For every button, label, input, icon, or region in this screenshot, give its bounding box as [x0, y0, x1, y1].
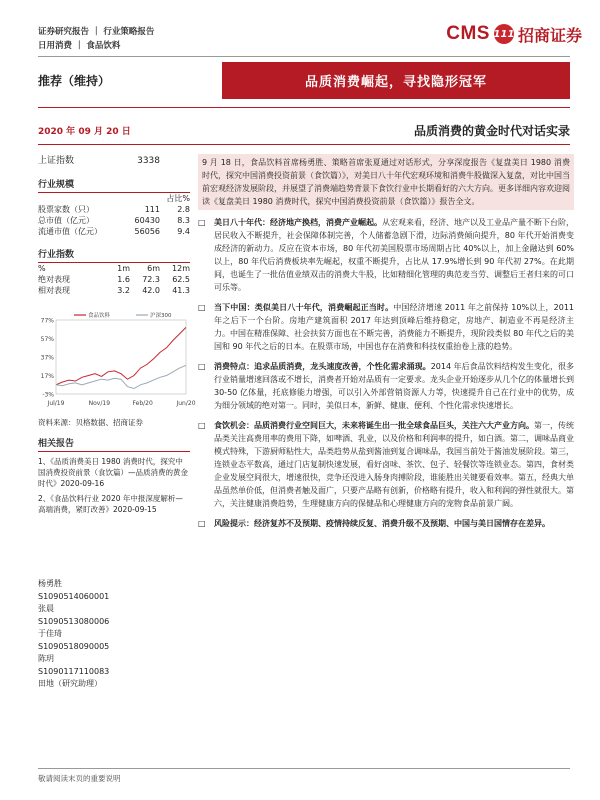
y-tick-label: 57% [40, 336, 54, 343]
bullet-item [198, 301, 574, 353]
logo-en: CMS [446, 23, 490, 44]
banner-title: 品质消费崛起，寻找隐形冠军 [222, 62, 570, 99]
x-tick-label: Feb/20 [132, 400, 153, 407]
analyst-list [38, 578, 190, 691]
analyst-name: 杨勇胜 [38, 579, 62, 588]
title-divider [38, 107, 570, 108]
bullet-body [214, 301, 574, 353]
scale-title: 行业规模 [38, 177, 190, 193]
chart-source: 资料来源：贝格数据、招商证券 [38, 418, 143, 427]
scale-header: 占比% [166, 194, 190, 203]
related-report: 1、《品质消费美日 1980 消费时代，探究中国消费投资前景（食饮篇）—品质消费的黄金时代》2020-09-16 [38, 457, 188, 488]
report-date: 2020 年 09 月 20 日 [38, 127, 131, 137]
bullet-title: 当下中国：类似美日八十年代，消费崛起正当时。 [214, 303, 394, 312]
perf-cell: 1.6 [117, 275, 130, 284]
analyst-name: 于佳琦 [38, 629, 62, 638]
bullet-square-icon: □ [198, 303, 206, 312]
bullet-title: 消费特点：追求品质消费，龙头速度改善，个性化需求涌现。 [214, 362, 431, 371]
analyst-id: S1090513080006 [38, 616, 110, 626]
legend-label: 食品饮料 [88, 313, 111, 319]
perf-cell: 72.3 [142, 275, 160, 284]
perf-col-header: 1m [117, 264, 130, 273]
bullet-text: 2014 年后食品饮料结构发生变化，很多行业销量增速回落或不增长，消费者开始对品质有一定要求。龙头企业开始逐步从几个亿的体量增长到 30-50 亿体量，托底修能力增强，可以引入外部营销资源人力等，快速提升自己在行业中的优势，成为细分领域的绝对第一。同时，美似日本，新鲜、健康、便利、个性化需求快速增长。 [214, 362, 574, 410]
logo-cn: 招商证券 [517, 25, 582, 45]
perf-cell: 42.0 [142, 286, 160, 295]
analyst-id: S1090117110083 [38, 666, 110, 676]
report-sector: 日用消费 ｜ 食品饮料 [38, 41, 121, 51]
bullet-item [198, 216, 574, 294]
y-tick-label: 17% [40, 373, 54, 380]
x-tick-label: Nov/19 [88, 400, 111, 407]
series-line [56, 365, 186, 388]
bullet-square-icon: □ [198, 362, 206, 371]
perf-row [38, 285, 190, 296]
footer-note: 敬请阅读末页的重要说明 [38, 774, 121, 783]
intro-paragraph: 9 月 18 日，食品饮料首席杨勇胜、策略首席张夏通过对话形式，分享深度报告《复盘美日 1980 消费时代，探究中国消费投资前景（食饮篇）》，对美日八十年代宏观环境和消费牛股做深入复盘，对比中国当前宏观经济发展阶段，并展望了消费端趋势背景下食饮行业中长期看好的六大方向。更多详细内容欢迎阅读《复盘美日 1980 消费时代，探究中国消费投资前景（食饮篇）》报告全文。 [198, 154, 574, 210]
scale-label: 总市值（亿元） [38, 216, 94, 225]
bullet-title: 美日八十年代：经济地产换档，消费产业崛起。 [214, 218, 382, 227]
related-reports [38, 456, 190, 515]
analyst-id: S1090518090005 [38, 641, 110, 651]
bullet-item [198, 419, 574, 510]
footer-divider [38, 768, 570, 769]
y-tick-label: -3% [42, 391, 54, 399]
bullet-body [214, 360, 574, 412]
perf-col-header: 12m [172, 264, 190, 273]
x-tick-label: Jul/19 [47, 400, 65, 407]
bullet-body [214, 517, 550, 530]
bullet-text: 第一，传统品类关注高费用率的费用下降，如啤酒、乳业，以及价格和利润率的提升，如白酒。第二，调味品商业模式特殊，下游厨师粘性大，品类趋势从盐到酱油到复合调味品，我国当前处于酱油发展阶段。第三，连锁业态平数高，通过门店复制快速发展，看好卤味、茶饮、包子、轻餐饮等连锁业态。第四，食材类企业发展空间很大，增速很快，竞争还没进入肠身肉搏阶段，谁能胜出关键要看效率。第五，经典大单品虽然单价低，但消费者触及面广，只要产品略有创新，价格略有提升，收入和利润的弹性就很大。第六，关注健康消费趋势，生理健康方向的保健品和心理健康方向的宠物食品前景广阔。 [214, 421, 574, 508]
perf-cell: 相对表现 [38, 286, 70, 295]
scale-pct: 8.3 [177, 216, 190, 225]
sidebar-lower [38, 417, 190, 519]
scale-row [38, 204, 190, 215]
bullet-square-icon: □ [198, 519, 206, 528]
main-content [198, 154, 574, 537]
y-tick-label: 77% [40, 317, 54, 325]
scale-value: 60430 [134, 216, 160, 225]
scale-row [38, 226, 190, 237]
scale-row [38, 215, 190, 226]
rating: 推荐（维持） [38, 74, 111, 88]
performance-chart [34, 308, 196, 408]
perf-col-header: 6m [147, 264, 160, 273]
analyst-name: 张晨 [38, 604, 54, 613]
perf-table [38, 274, 190, 296]
related-title: 相关报告 [38, 436, 190, 452]
assistant-name: 田地（研究助理） [38, 679, 102, 688]
scale-pct: 2.8 [177, 205, 190, 214]
perf-row [38, 274, 190, 285]
sidebar [38, 156, 190, 296]
bullet-body [214, 419, 574, 510]
logo-mark-icon: 111 [494, 24, 514, 44]
scale-value: 111 [144, 205, 160, 214]
legend-label: 沪深300 [150, 313, 172, 319]
bullet-text: 从宏观来看，经济、地产以及工业品产量不断下台阶，居民收入不断提升，社会保障体制完善，个人储蓄急剧下滑，边际消费倾向提升，80 年代开始消费变成经济的新动力。反应在资本市场，80 年代初美国股票市场周期占比 40%以上，加上金融达到 60%以上，80 年代后消费板块率先崛起，权重不断提升，占比从 17.9%增长到 90 年代初 27%。在此期间，也诞生了一批估值业绩双击的消费大牛股，比如精细化管理的典范麦当劳、调整后王者归来的可口可乐等。 [214, 218, 574, 292]
scale-table [38, 204, 190, 237]
bullet-square-icon: □ [198, 218, 206, 227]
perf-cell: 绝对表现 [38, 275, 70, 284]
perf-cell: 3.2 [117, 286, 130, 295]
report-type: 证券研究报告 ｜ 行业策略报告 [38, 27, 155, 37]
perf-col-header: % [38, 264, 46, 273]
index-row [38, 156, 190, 167]
bullet-title: 食饮机会：品质消费行业空间巨大，未来将诞生出一批全球食品巨头，关注六大产业方向。 [214, 421, 534, 430]
perf-cell: 41.3 [172, 286, 190, 295]
y-tick-label: 37% [40, 354, 54, 362]
scale-label: 流通市值（亿元） [38, 227, 102, 236]
bullet-list [198, 216, 574, 530]
index-label: 上证指数 [38, 156, 75, 166]
bullet-title: 风险提示：经济复苏不及预期、疫情持续反复、消费升级不及预期、中国与美日国情存在差异。 [214, 519, 550, 528]
analyst-id: S1090514060001 [38, 591, 110, 601]
header-divider [38, 56, 570, 57]
analyst-name: 陈玥 [38, 654, 54, 663]
subtitle: 品质消费的黄金时代对话实录 [413, 124, 570, 138]
related-report: 2、《食品饮料行业 2020 年中报深度解析—高端消费，紧盯改善》2020-09-15 [38, 494, 183, 514]
bullet-item [198, 360, 574, 412]
bullet-body [214, 216, 574, 294]
index-value: 3338 [137, 156, 160, 166]
series-line [56, 327, 186, 384]
cms-logo [446, 22, 582, 46]
perf-title: 行业指数 [38, 247, 190, 263]
bullet-text: 中国经济增速 2011 年之前保持 10%以上，2011 年之后下一个台阶。房地产建筑面积 2017 年达到顶峰后维持稳定，房地产、制造业不再是经济主力。中国在精准保障、社会扶贫方面也在不断完善，消费能力不断提升，现阶段类似 80 年代之后的美国和 90 年代之后的日本。在股票市场，中国也存在消费和科技权重抬卷上涨的趋势。 [214, 303, 574, 351]
scale-value: 56056 [134, 227, 160, 236]
perf-header [38, 263, 190, 274]
scale-label: 股票家数（只） [38, 205, 94, 214]
subtitle-divider [38, 144, 570, 145]
bullet-item [198, 517, 574, 530]
perf-cell: 62.5 [172, 275, 190, 284]
scale-pct: 9.4 [177, 227, 190, 236]
bullet-square-icon: □ [198, 421, 206, 430]
x-tick-label: Jun/20 [176, 400, 196, 407]
